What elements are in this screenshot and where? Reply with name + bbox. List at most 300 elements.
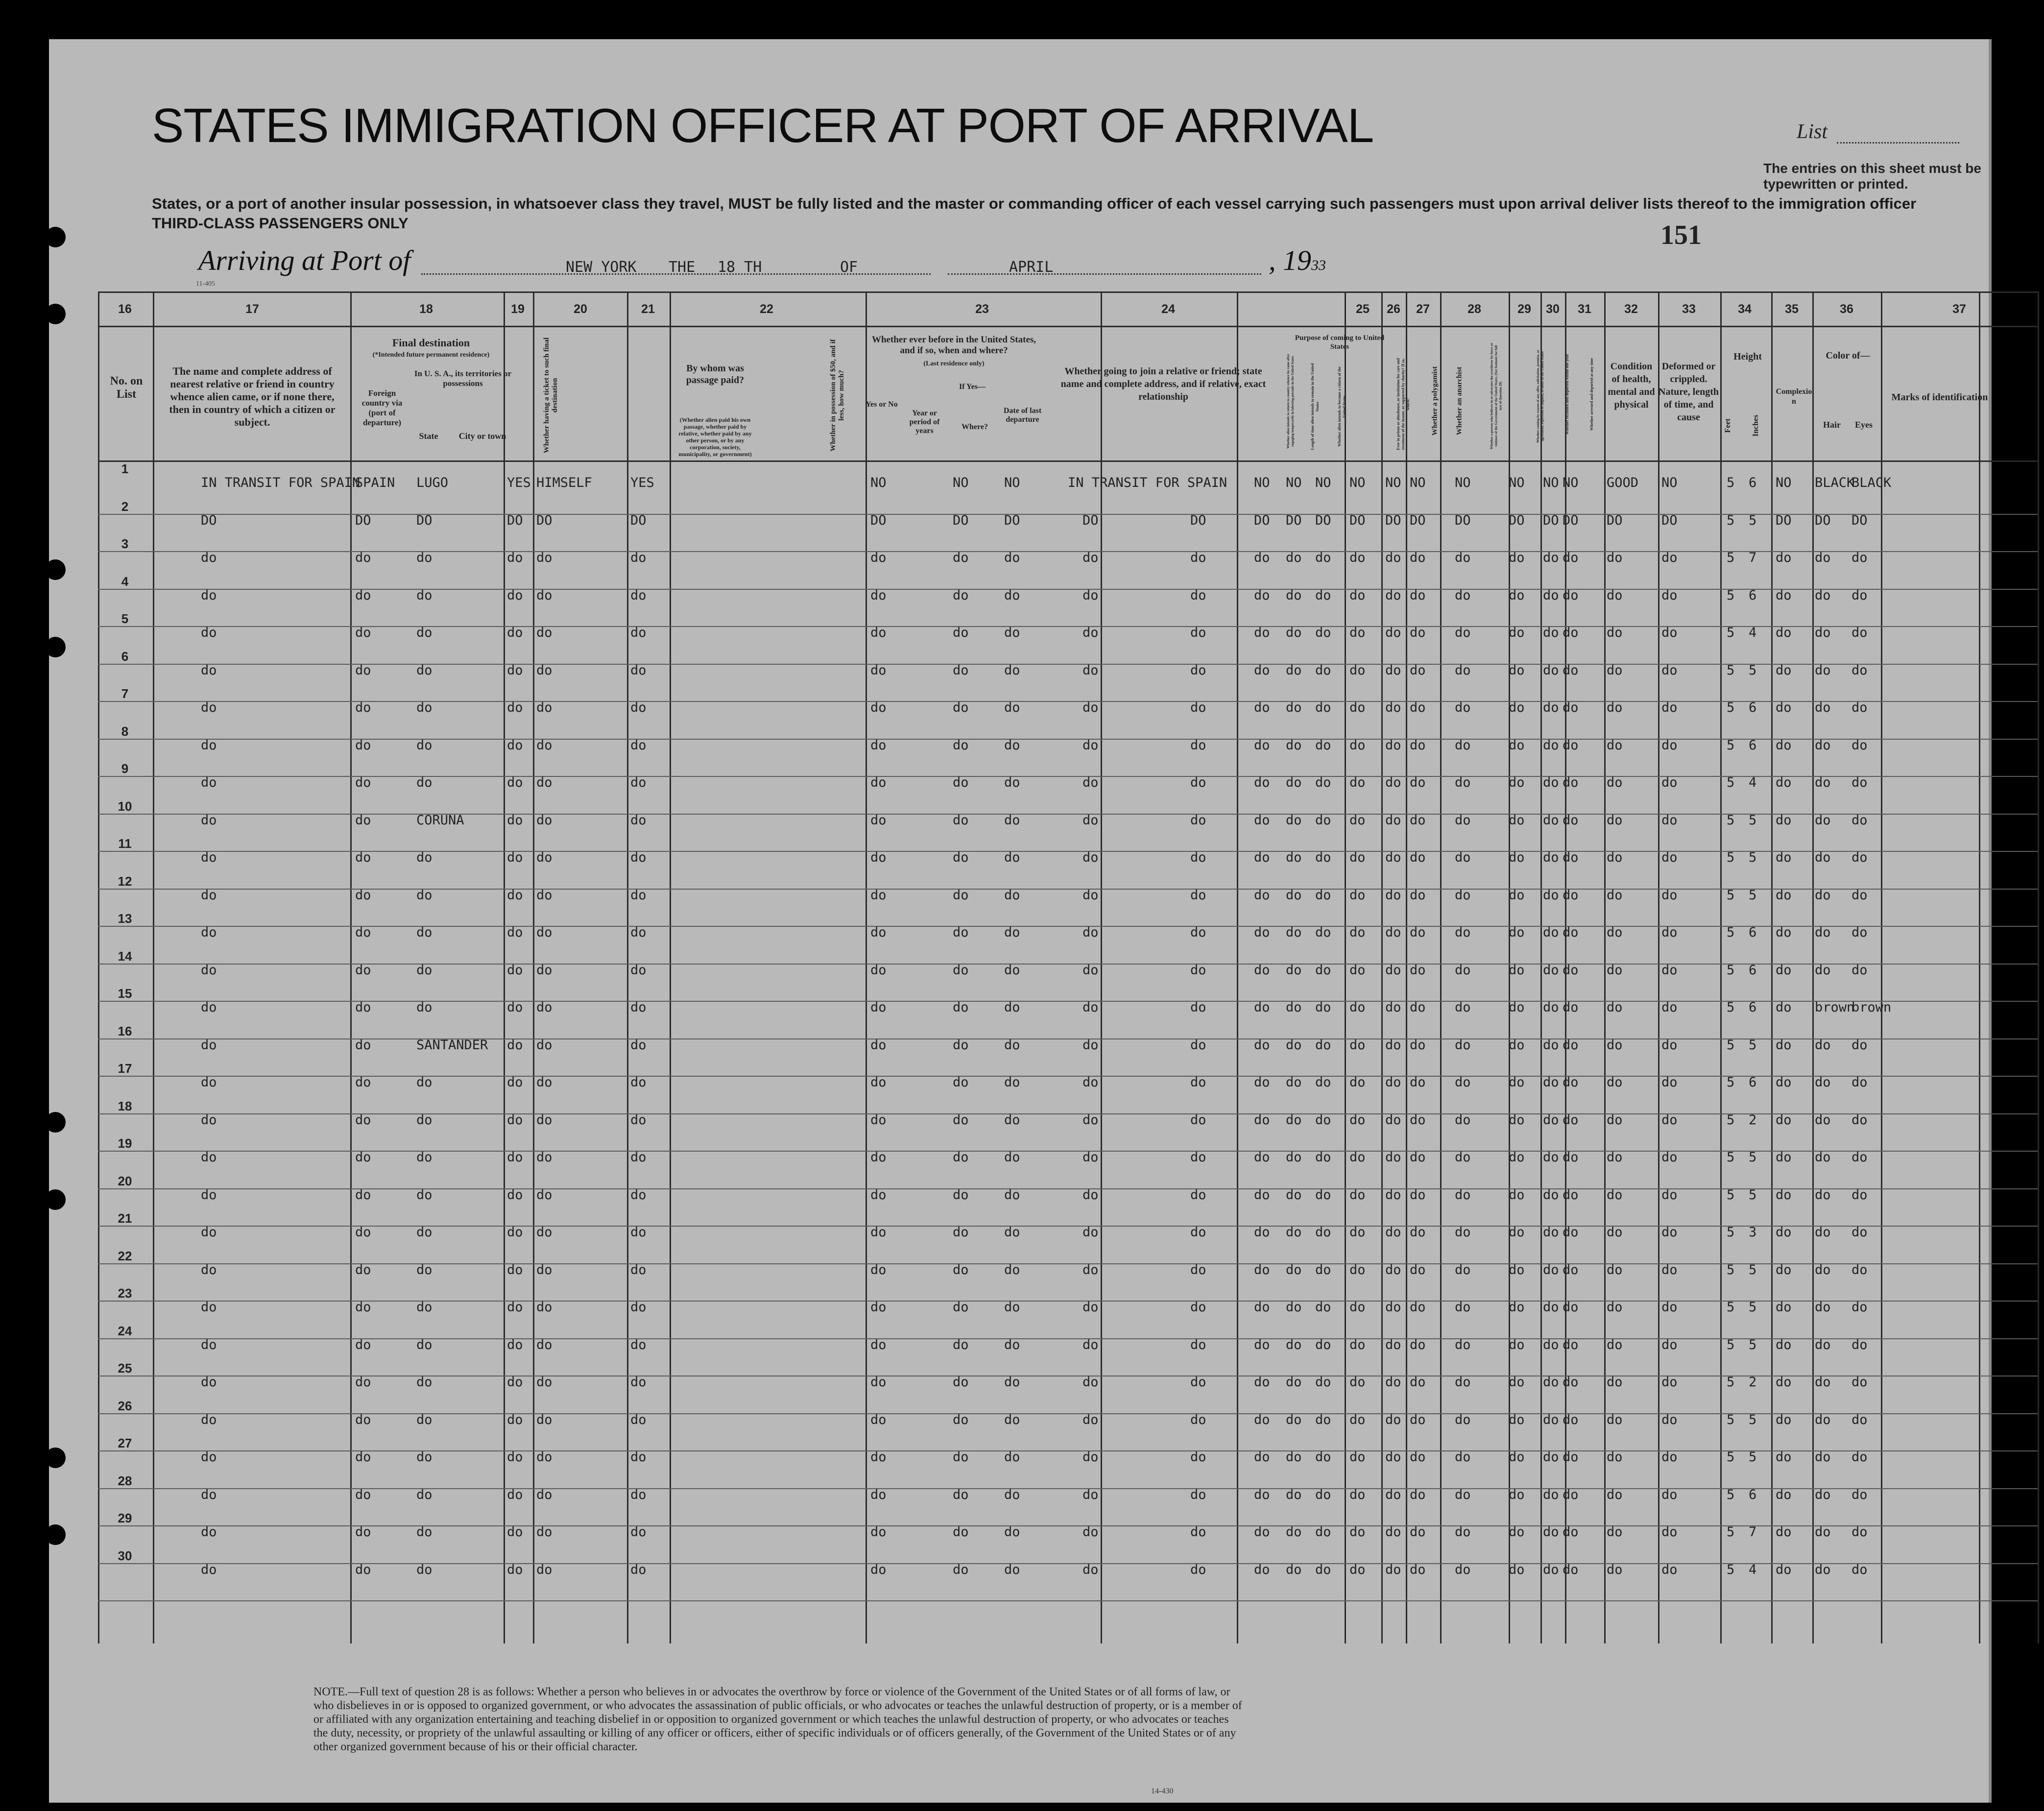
cell-in: 5 [1749,1337,1757,1352]
cell-c23a: do [1082,1262,1099,1278]
cell-eyes: do [1852,1037,1868,1053]
cell-c20: do [536,625,553,640]
cell-c22a: do [870,1412,887,1427]
cell-c17: do [201,962,217,978]
punch-hole-3 [45,559,66,580]
cell-hair: do [1815,1337,1831,1352]
cell-c22a: do [870,1150,887,1165]
cell-c24c: do [1315,1487,1331,1502]
cell-c35: do [1776,737,1792,753]
cell-c35: NO [1776,475,1792,490]
column-number: 29 [1517,302,1531,316]
cell-c31: NO [1563,475,1579,490]
cell-c24b: do [1286,1337,1302,1352]
cell-c18a: DO [355,512,371,528]
cell-hair: do [1815,625,1831,640]
header-col20-note: (Whether alien paid his own passage, whether paid by relative, whether paid by any other person, or by any corporation, society, municipality, or government) [678,416,752,458]
cell-c25: do [1349,850,1366,865]
cell-c18c: do [416,1524,433,1540]
cell-c24c: do [1315,1524,1331,1540]
cell-c25: NO [1349,475,1366,490]
column-number: 17 [245,302,259,316]
cell-c26: do [1385,1562,1401,1577]
cell-c22c: do [953,737,969,753]
cell-c22d: DO [1004,512,1020,528]
cell-c24a: do [1254,850,1270,865]
cell-c30: do [1543,887,1559,903]
cell-c31: do [1563,1037,1579,1053]
cell-hair: do [1815,925,1831,940]
cell-c19: DO [507,512,523,528]
sheet-number: 151 [1660,220,1702,250]
cell-c21: do [630,850,647,865]
cell-c24b: do [1286,1037,1302,1053]
cell-c22d: do [1004,1524,1020,1540]
cell-c24c: do [1315,1187,1331,1203]
cell-c18a: do [355,700,371,715]
cell-c24b: do [1286,1150,1302,1165]
cell-eyes: DO [1852,512,1868,528]
cell-c33: do [1661,1300,1678,1315]
row-number: 6 [121,649,129,664]
cell-c19: do [507,1337,523,1352]
cell-c33: do [1661,625,1678,640]
row-number: 26 [118,1398,132,1413]
cell-c25: do [1349,1300,1366,1315]
cell-c18a: do [355,1487,371,1502]
cell-c29: do [1509,1487,1525,1502]
cell-c29: do [1509,1225,1525,1240]
cell-c20: do [536,700,553,715]
cell-c23b: do [1190,812,1206,828]
cell-c28: do [1455,625,1471,640]
arriving-label: Arriving at Port of [198,244,411,276]
cell-c30: do [1543,625,1559,640]
cell-c22d: do [1004,850,1020,865]
arrival-year [1269,244,1326,277]
cell-c26: do [1385,1524,1401,1540]
cell-c23b: DO [1190,512,1206,528]
header-col22-title: Whether ever before in the United States, and if so, when and where? [871,335,1036,356]
cell-c31: do [1563,1000,1579,1015]
cell-c29: do [1509,812,1525,828]
cell-c18a: do [355,1562,371,1577]
cell-c30: do [1543,1524,1559,1540]
cell-c31: do [1563,812,1579,828]
row-rule [98,1600,2038,1601]
cell-ft: 5 [1727,887,1735,903]
row-number: 28 [118,1473,132,1488]
cell-c18a: do [355,587,371,603]
cell-c22c: DO [953,512,969,528]
cell-c17: do [201,887,217,903]
cell-c35: do [1776,1150,1792,1165]
cell-c21: do [630,925,647,940]
header-col19: Whether having a ticket to such final destination [543,337,559,454]
cell-c22c: do [953,625,969,640]
list-line [1837,142,1959,144]
cell-c31: do [1563,1337,1579,1352]
cell-c24c: do [1315,662,1331,678]
cell-c18a: do [355,1412,371,1427]
arrival-day: 18 TH [718,259,762,276]
cell-c30: do [1543,550,1559,565]
cell-c30: do [1543,737,1559,753]
cell-c23b: do [1190,700,1206,715]
cell-c17: IN TRANSIT FOR SPAIN [201,475,361,490]
cell-c20: do [536,1412,553,1427]
cell-c33: DO [1661,512,1678,528]
cell-c28: do [1455,1375,1471,1390]
cell-c26: do [1385,550,1401,565]
cell-c19: do [507,1187,523,1203]
cell-c18c: do [416,1300,433,1315]
cell-c21: do [630,700,647,715]
cell-c24b: do [1286,700,1302,715]
cell-c22c: do [953,962,969,978]
cell-hair: do [1815,1075,1831,1090]
cell-c29: do [1509,1112,1525,1128]
cell-c30: do [1543,1225,1559,1240]
cell-c29: NO [1509,475,1525,490]
cell-c35: DO [1776,512,1792,528]
cell-c27: do [1410,1112,1426,1128]
cell-c19: do [507,1000,523,1015]
cell-c28: do [1455,700,1471,715]
cell-c35: do [1776,700,1792,715]
cell-eyes: do [1852,1187,1868,1203]
cell-c27: do [1410,1000,1426,1015]
cell-c28: do [1455,662,1471,678]
cell-c24a: do [1254,887,1270,903]
cell-c21: do [630,1225,647,1240]
cell-c28: do [1455,887,1471,903]
cell-c24c: do [1315,1337,1331,1352]
cell-c22c: do [953,1449,969,1465]
cell-c26: do [1385,625,1401,640]
cell-c32: do [1607,1524,1623,1540]
cell-c19: do [507,1112,523,1128]
cell-hair: do [1815,1150,1831,1165]
cell-c21: do [630,887,647,903]
column-rule [153,291,154,1643]
cell-c33: do [1661,1337,1678,1352]
cell-c32: do [1607,1337,1623,1352]
column-rule [1440,291,1442,1643]
column-rule [1720,291,1722,1643]
cell-c28: do [1455,1150,1471,1165]
header-col22-where: Where? [962,423,988,431]
cell-c17: do [201,1412,217,1427]
cell-c25: do [1349,1524,1366,1540]
cell-c28: do [1455,1225,1471,1240]
cell-c23a: do [1082,1150,1099,1165]
column-number: 25 [1356,302,1370,316]
cell-ft: 5 [1727,1487,1735,1502]
cell-c22a: do [870,1524,887,1540]
cell-c22a: do [870,962,887,978]
cell-c27: do [1410,925,1426,940]
cell-ft: 5 [1727,1337,1735,1352]
punch-hole-4 [45,637,66,657]
header-col25: Ever in prison or almshouse, or institution for care and treatment of the insane, or supported by charity? If so, which? [1396,358,1410,450]
cell-c28: do [1455,1075,1471,1090]
cell-c35: do [1776,962,1792,978]
cell-c18a: do [355,1150,371,1165]
cell-hair: do [1815,662,1831,678]
cell-c24c: do [1315,625,1331,640]
cell-c22d: do [1004,1300,1020,1315]
row-number: 13 [118,911,132,926]
cell-c18c: do [416,625,433,640]
cell-c18c: do [416,1225,433,1240]
cell-c18c: do [416,1075,433,1090]
cell-c18a: do [355,1262,371,1278]
cell-c19: do [507,1562,523,1577]
cell-eyes: do [1852,812,1868,828]
cell-c19: do [507,812,523,828]
cell-c20: do [536,662,553,678]
cell-c30: do [1543,587,1559,603]
column-rule [533,291,534,1643]
cell-c23a: do [1082,1037,1099,1053]
cell-c22a: do [870,662,887,678]
cell-c23a: do [1082,962,1099,978]
cell-c35: do [1776,812,1792,828]
cell-in: 4 [1749,1562,1757,1577]
cell-c28: do [1455,1000,1471,1015]
cell-c18c: do [416,1150,433,1165]
cell-c25: do [1349,1112,1366,1128]
cell-c32: do [1607,1449,1623,1465]
cell-c23a: do [1082,700,1099,715]
cell-c22c: do [953,550,969,565]
cell-c24a: do [1254,1037,1270,1053]
cell-c23a: do [1082,1524,1099,1540]
row-number: 8 [121,724,129,739]
cell-c27: do [1410,1449,1426,1465]
cell-hair: do [1815,887,1831,903]
row-number: 2 [121,499,129,514]
cell-c21: do [630,775,647,790]
cell-ft: 5 [1727,625,1735,640]
cell-c21: do [630,1150,647,1165]
cell-c18a: do [355,625,371,640]
cell-c18c: do [416,700,433,715]
cell-c31: do [1563,1449,1579,1465]
cell-c33: do [1661,1225,1678,1240]
cell-c23a: do [1082,887,1099,903]
cell-c23b: do [1190,1225,1206,1240]
cell-eyes: do [1852,662,1868,678]
cell-c23b: do [1190,1075,1206,1090]
row-number: 30 [118,1548,132,1563]
cell-c31: do [1563,1225,1579,1240]
cell-c19: do [507,737,523,753]
cell-c22a: do [870,737,887,753]
cell-c22a: do [870,1112,887,1128]
cell-c17: do [201,1150,217,1165]
cell-c35: do [1776,625,1792,640]
cell-c31: do [1563,1300,1579,1315]
cell-c20: do [536,775,553,790]
column-rule [1658,291,1659,1643]
cell-c24c: do [1315,775,1331,790]
cell-c24b: do [1286,1000,1302,1015]
cell-c27: do [1410,1562,1426,1577]
header-col37: Marks of identification [1891,392,1988,403]
cell-ft: 5 [1727,737,1735,753]
year-prefix: , 19 [1269,244,1311,276]
cell-c19: do [507,1037,523,1053]
cell-hair: BLACK [1815,475,1855,490]
cell-in: 5 [1749,1300,1757,1315]
cell-c22c: do [953,1524,969,1540]
cell-c27: DO [1410,512,1426,528]
cell-c22d: do [1004,1075,1020,1090]
cell-c28: do [1455,850,1471,865]
cell-c23a: do [1082,1300,1099,1315]
cell-c18c: do [416,1000,433,1015]
cell-c17: do [201,1449,217,1465]
cell-c22c: do [953,775,969,790]
cell-c30: do [1543,700,1559,715]
cell-c17: do [201,1337,217,1352]
cell-ft: 5 [1727,1412,1735,1427]
cell-c19: do [507,625,523,640]
cell-c28: do [1455,812,1471,828]
cell-c22d: do [1004,700,1020,715]
cell-c30: do [1543,662,1559,678]
header-col24-c: Whether alien intends to become a citizen of the United States [1337,366,1347,447]
cell-c23a: do [1082,662,1099,678]
cell-c18a: do [355,550,371,565]
row-number: 29 [118,1511,132,1525]
cell-ft: 5 [1727,850,1735,865]
column-number: 20 [574,302,587,316]
cell-eyes: do [1852,1449,1868,1465]
cell-c23a: do [1082,850,1099,865]
header-col26: Whether a polygamist [1431,366,1439,436]
cell-c35: do [1776,1000,1792,1015]
cell-c31: do [1563,550,1579,565]
cell-c22c: do [953,587,969,603]
cell-c17: do [201,700,217,715]
cell-c20: do [536,1524,553,1540]
cell-c29: do [1509,887,1525,903]
cell-c24c: do [1315,1225,1331,1240]
cell-c27: do [1410,1225,1426,1240]
header-col18-title: Final destination [392,337,470,349]
cell-c29: do [1509,1524,1525,1540]
cell-c22d: NO [1004,475,1020,490]
cell-c32: do [1607,1375,1623,1390]
cell-c29: do [1509,1150,1525,1165]
cell-c18a: do [355,662,371,678]
cell-c29: do [1509,962,1525,978]
cell-c26: NO [1385,475,1401,490]
the-word: THE [669,259,696,276]
cell-c22d: do [1004,1112,1020,1128]
cell-c31: do [1563,962,1579,978]
cell-c32: do [1607,1562,1623,1577]
cell-c28: do [1455,1449,1471,1465]
cell-c17: do [201,1037,217,1053]
cell-hair: do [1815,1112,1831,1128]
cell-c23b: do [1190,1337,1206,1352]
cell-c17: do [201,1000,217,1015]
cell-c20: do [536,887,553,903]
cell-c18c: do [416,1449,433,1465]
cell-c29: do [1509,925,1525,940]
cell-c21: do [630,1187,647,1203]
cell-in: 5 [1749,812,1757,828]
cell-c23a: do [1082,1562,1099,1577]
cell-c23b: do [1190,887,1206,903]
cell-c23b: do [1190,1375,1206,1390]
cell-c24b: DO [1286,512,1302,528]
cell-ft: 5 [1727,962,1735,978]
cell-hair: do [1815,700,1831,715]
cell-c31: do [1563,587,1579,603]
cell-c31: do [1563,700,1579,715]
cell-c30: do [1543,1262,1559,1278]
cell-c23b: do [1190,1150,1206,1165]
column-rule [2038,291,2039,1643]
cell-c17: do [201,550,217,565]
cell-c27: do [1410,850,1426,865]
cell-c30: do [1543,1037,1559,1053]
cell-c18c: do [416,850,433,865]
cell-in: 6 [1749,700,1757,715]
cell-c21: do [630,812,647,828]
cell-c24c: do [1315,962,1331,978]
cell-c24b: do [1286,1449,1302,1465]
cell-c35: do [1776,1524,1792,1540]
cell-c33: do [1661,962,1678,978]
header-col36-eyes: Eyes [1855,420,1873,430]
cell-c19: do [507,587,523,603]
cell-c17: do [201,1487,217,1502]
cell-c35: do [1776,850,1792,865]
cell-in: 5 [1749,1150,1757,1165]
cell-c23b: do [1190,1262,1206,1278]
cell-c18c: do [416,662,433,678]
cell-c31: do [1563,1150,1579,1165]
cell-c25: do [1349,700,1366,715]
cell-c29: do [1509,1000,1525,1015]
cell-eyes: do [1852,1412,1868,1427]
cell-c24b: do [1286,1225,1302,1240]
cell-c26: do [1385,1487,1401,1502]
cell-c24b: do [1286,1412,1302,1427]
cell-c33: do [1661,1112,1678,1128]
row-number: 19 [118,1136,132,1151]
cell-ft: 5 [1727,812,1735,828]
cell-c24a: do [1254,812,1270,828]
header-col23: Whether going to join a relative or friend; state name and complete address, and if relative, exact relationship [1060,366,1266,402]
column-number: 28 [1467,302,1481,316]
cell-c24b: do [1286,1075,1302,1090]
cell-eyes: do [1852,775,1868,790]
header-col28: Whether a person who believes in or advocates the overthrow by force or violence of the Government of the United States. (See footnote for full text of Question 28) [1490,342,1503,450]
cell-ft: 5 [1727,1449,1735,1465]
cell-c24c: do [1315,1037,1331,1053]
cell-c29: do [1509,850,1525,865]
cell-c30: do [1543,962,1559,978]
cell-c17: do [201,1375,217,1390]
cell-c35: do [1776,1112,1792,1128]
